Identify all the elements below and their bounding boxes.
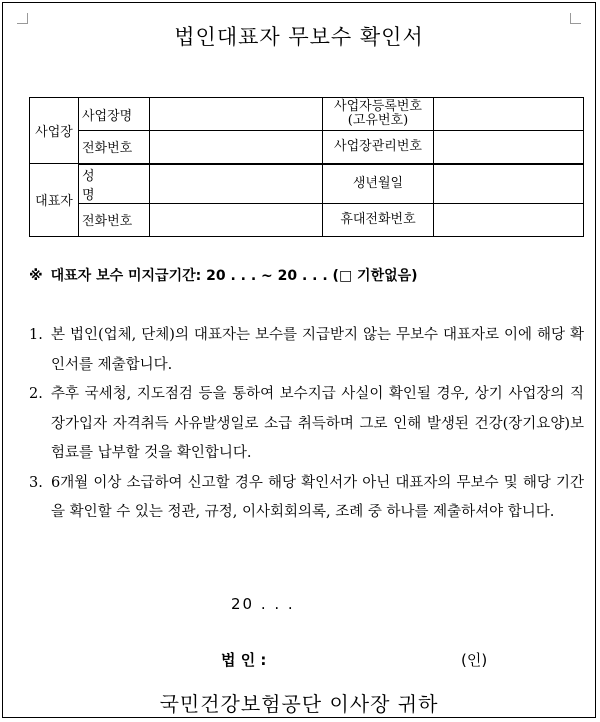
business-section-label: 사업장 [30,98,79,164]
list-item [29,321,584,380]
rep-phone-field[interactable] [150,203,323,236]
rep-phone-label: 전화번호 [79,203,150,236]
rep-birth-label: 생년월일 [323,164,434,204]
business-phone-field[interactable] [150,131,323,164]
signature-label: 법 인 : [221,651,267,669]
rep-name-field[interactable] [150,164,323,204]
rep-mobile-field[interactable] [434,203,584,236]
business-reg-label-line2: (고유번호) [347,113,409,128]
item-number: 1. [29,327,43,343]
rep-birth-field[interactable] [434,164,584,204]
document-page [2,2,596,718]
business-name-field[interactable] [150,98,323,131]
notice-text: 대표자 보수 미지급기간: 20 . . . ~ 20 . . . (□ 기한없음) [50,268,418,284]
list-item [29,469,584,528]
business-mgmt-label: 사업장관리번호 [323,131,434,164]
business-reg-label-line1: 사업자등록번호 [334,99,422,114]
item-text: 추후 국세청, 지도점검 등을 통하여 보수지급 사실이 확인될 경우, 상기 사업장의 직장가입자 자격취득 사유발생일로 소급 취득하며 그로 인해 발생된 건강(장기요양)보험료를 납부할 것을 확인합니다. [51,386,584,461]
item-text: 6개월 이상 소급하여 신고할 경우 해당 확인서가 아닌 대표자의 무보수 및 해당 기간을 확인할 수 있는 정관, 규정, 이사회회의록, 조례 중 하나를 제출하셔야 합니다. [51,474,584,520]
business-mgmt-field[interactable] [434,131,584,164]
business-phone-label: 전화번호 [79,131,150,164]
unpaid-period-notice [29,265,418,285]
rep-mobile-label: 휴대전화번호 [323,203,434,236]
seal-mark: (인) [461,651,488,669]
item-text: 본 법인(업체, 단체)의 대표자는 보수를 지급받지 않는 무보수 대표자로 이에 해당 확인서를 제출합니다. [51,327,584,373]
rep-section-label: 대표자 [30,164,79,237]
document-title: 법인대표자 무보수 확인서 [174,25,424,49]
confirmation-items [29,321,584,528]
business-reg-field[interactable] [434,98,584,131]
notice-mark: ※ [29,268,43,284]
item-number: 3. [29,474,43,491]
business-reg-label [323,98,434,131]
rep-name-label: 성 명 [79,164,150,204]
info-table [29,97,584,237]
date-line[interactable]: 20 . . . [231,595,295,613]
item-number: 2. [29,386,43,402]
addressee: 국민건강보험공단 이사장 귀하 [159,692,439,716]
list-item [29,380,584,469]
business-name-label: 사업장명 [79,98,150,131]
